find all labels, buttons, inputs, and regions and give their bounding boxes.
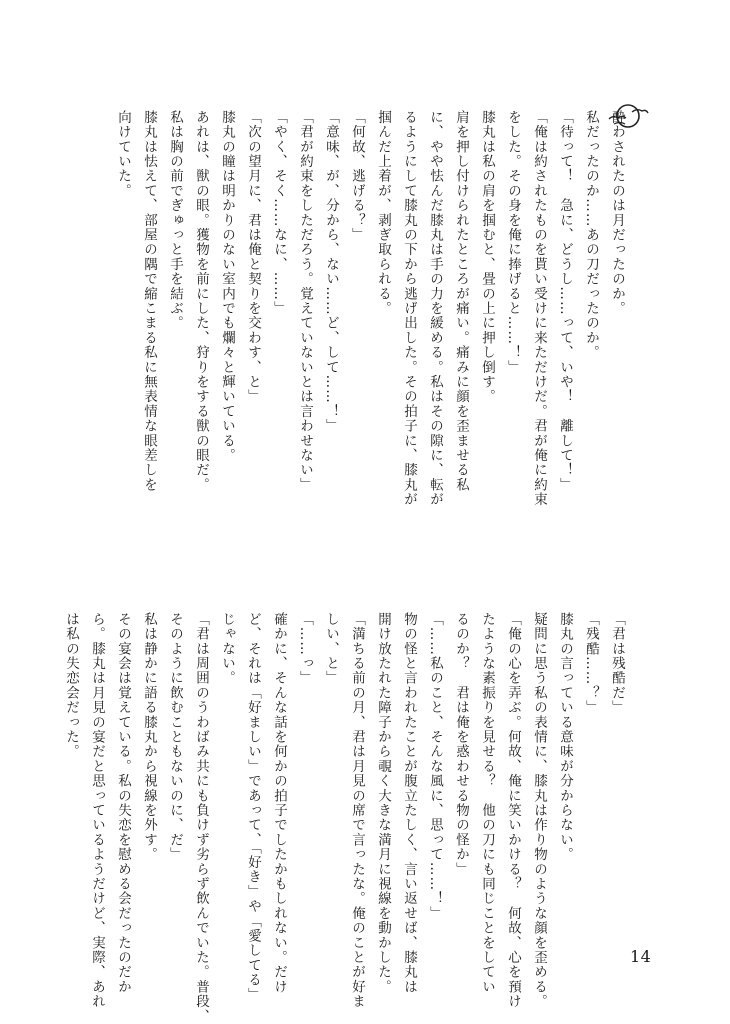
text-line: 「やく、そく……なに、……」	[271, 110, 287, 316]
text-line: 「俺は約されたものを貰い受けに来ただけだ。君が俺に約束	[531, 110, 547, 507]
text-line: 「……私のこと、そんな風に、思って……！」	[427, 612, 443, 921]
text-line: ら。膝丸は月見の宴だと思っているようだけど、実際、あれ	[89, 612, 105, 1009]
text-line: 「満ちる前の月、君は月見の席で言ったな。俺のことが好ま	[349, 612, 365, 1009]
text-line: そのように飲むこともないのに、だ」	[167, 612, 183, 862]
text-line: 膝丸の言っている意味が分からない。	[557, 612, 573, 862]
text-line: 膝丸は怯えて、部屋の隅で縮こまる私に無表情な眼差しを	[141, 110, 157, 493]
text-line: 酔わされたのは月だったのか。	[609, 110, 625, 316]
text-line: 確かに、そんな話を何かの拍子でしたかもしれない。だけ	[271, 612, 287, 995]
text-line: 「君は残酷だ」	[609, 612, 625, 715]
text-line: をした。その身を俺に捧げると……！」	[505, 110, 521, 375]
text-line: 膝丸は私の肩を掴むと、畳の上に押し倒す。	[479, 110, 495, 404]
text-line: 向けていた。	[115, 110, 131, 199]
text-line: 「待って！ 急に、どうし……って、いや！ 離して！」	[557, 110, 573, 493]
text-line: 「残酷……？」	[583, 612, 599, 715]
text-block-upper	[90, 110, 630, 522]
text-line: 疑問に思う私の表情に、膝丸は作り物のような顔を歪める。	[531, 612, 547, 1009]
text-line: は私の失恋会だった。	[63, 612, 79, 759]
text-line: 膝丸の瞳は明かりのない室内でも爛々と輝いている。	[219, 110, 235, 463]
text-line: ど、それは「好ましい」であって、「好き」や「愛してる」	[245, 612, 261, 1003]
text-line: その宴会は覚えている。私の失恋を慰める会だったのだか	[115, 612, 131, 995]
text-line: 肩を押し付けられたところが痛い。痛みに顔を歪ませる私	[453, 110, 469, 493]
text-line: 私は静かに語る膝丸から視線を外す。	[141, 612, 157, 862]
text-line: 開け放たれた障子から覗く大きな満月に視線を動かした。	[375, 612, 391, 995]
text-line: 掴んだ上着が、剥ぎ取られる。	[375, 110, 391, 316]
text-line: 私だったのか……あの刀だったのか。	[583, 110, 599, 360]
text-line: 「君が約束をしただろう。覚えていないとは言わせない」	[297, 110, 313, 493]
page-number: 14	[630, 947, 652, 966]
text-line: 「俺の心を弄ぶ。何故、俺に笑いかける？ 何故、心を預け	[505, 612, 521, 1009]
text-block-lower	[63, 612, 630, 1024]
text-line: じゃない。	[219, 612, 235, 686]
text-line: 物の怪と言われたことが腹立たしく、言い返せば、膝丸は	[401, 612, 417, 995]
text-line: 「君は周囲のうわばみ共にも負けず劣らず飲んでいた。普段、	[193, 612, 209, 1024]
text-line: たような素振りを見せる？ 他の刀にも同じことをしてい	[479, 612, 495, 995]
text-line: あれは、獣の眼。獲物を前にした、狩りをする獣の眼だ。	[193, 110, 209, 493]
text-line: 「意味、が、分から、ない……ど、して……！」	[323, 110, 339, 434]
text-line: るのか？ 君は俺を惑わせる物の怪か」	[453, 612, 469, 877]
text-line: るようにして膝丸の下から逃げ出した。その拍子に、膝丸が	[401, 110, 417, 507]
text-line: 「次の望月に、君は俺と契りを交わす、と」	[245, 110, 261, 404]
text-line: しい、と」	[323, 612, 339, 686]
text-line: 「何故、逃げる？」	[349, 110, 365, 243]
text-line: に、やや怯んだ膝丸は手の力を緩める。私はその隙に、転が	[427, 110, 443, 507]
text-line: 私は胸の前でぎゅっと手を結ぶ。	[167, 110, 183, 331]
text-line: 「……っ」	[297, 612, 313, 686]
